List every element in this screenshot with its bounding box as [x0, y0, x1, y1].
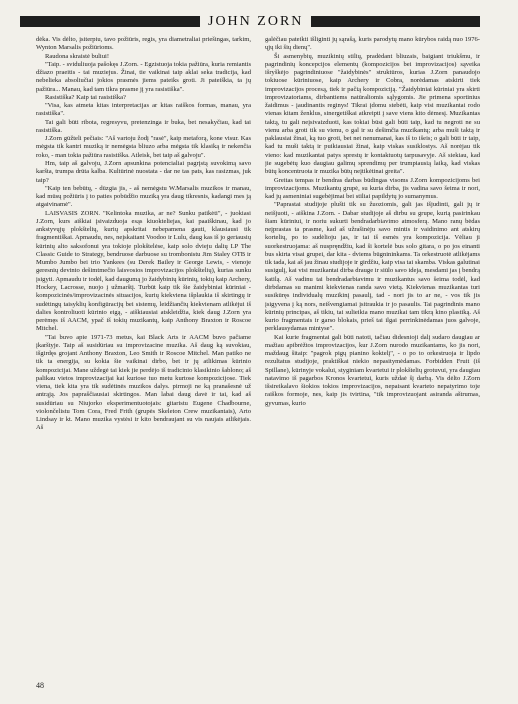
right-text-column: [265, 36, 480, 668]
paragraph: Rasistiška? Kaip tai rasistiška?: [45, 93, 126, 101]
paragraph: galėčiau pateikti išliginti jų sąrašą, kuris parodytų mano kūrybos raidą nuo 1976-ųjų iki šių dienų".: [265, 36, 480, 52]
paragraph: "Tai buvo apie 1971-73 metus, kai Black Arts ir AACM buvo pačiame įkarštyje. Taip aš susidūriau su improvizacine muzika. Aš daug ką suvokiau, išgirdęs grojant Anthony Braxton, Leo Smith ir Roscoe Mitchel. Man patiko ne tik ta energija, su kokia šie vaikinai dirbo, bet ir jų atlikimas kūrinio kompozicijai. Mane uždegė tai kiek jie perdėjo iš tradicinio klasikinio šablono; aš palikau vietos improvizacijai kai kuriose tuo metu kurtose kompozicijose. Tiek viena, tiek kita yra tik sudėtinės muzikos dalys. pirmoji ne ką pranašesnė už antrąją. Jos papraščiausiai skirtingos. Man labai daug davė ir tai, kad aš susidūriau su Niujorko eksperimentuotojais: gitaristu Eugene Chadbourne, violončelistu Tom Cora, Fred Frith (grupės Skeleton Crew muzikantais), Arto Lindsay ir kt. Mano muzika vystėsi ir kito bendraujant su vis naujais atlikėjais. Aš: [36, 333, 251, 432]
paragraph: Tai gali būti ribota, regresyvu, pretenzinga ir buka, bet nesakyčiau, kad tai rasistiška.: [36, 118, 251, 134]
paragraph: LAISVASIS ZORN. "Kelintoka muzika, ar ne? Sunku patikėti", - juokiasi J.Zorn, kurs aiškiai įsivaizduoja esąs kiuokteliejas, kai paaiškinau, kad jo ankstyvųjų plokštelių, kurių apskritai nebepamena gauti, klausiausi tik fragmentiškai. Apmaudu, nes, neįskaitant Voodoo ir Lulu, daug kas iš jo geriausių kūrinių alto saksofonui yra tokioje plokštelėse, kaip solo dvieju dalių LP The Classic Guide to Strategy, bendruose darbuose su trombonistu Jim Staley OTB ir Mumbo Jumbo bei trio Yankees (su Derek Bailey ir George Lewis, - vienoje geresnių devinto dešimtmečio laisvosios improvizacijos plokštelių), kurias sunku įsigyti. Apmaudu ir todėl, kad daugumą jo žaidybinių kūrinių, tokių kaip Archery, Hockey, Lacrosse, nuojo į užmarštį. Turbūt kaip tik šie žaidybiniai kūriniai - kompozicinės/improvizacinės situacijos, kurių kiekviena išplaukia iš skirtingų ir sudėtingų taisyklių konfigūracijų bei sistemų, leidžiančių kiekvienam atlikėjui iš dalies kontroliuoti kūrinio eigą, - aiškiausiai atskleidžia, kiek daug J.Zorn yra perėmęs iš AACM, ypač iš tokių muzikantų, kaip Anthony Braxton ir Roscoe Mitchel.: [36, 209, 251, 333]
paragraph: "Paprastai studijoje plušti tik su žuoziomis, gali jas išjudinti, gali jų ir neišjuoti, - aiškina J.Zorn. - Dabar studijoje aš dirbu su grupe, kurią pasirinkau šiam kūriniui, ir noriu sukurti bendradarbiavimo atmosferą. Mano ranų bėdas neįprastas ta prasme, kad aš užrašinėju savo mintis ir vaidinimo ant atskirų kortelių, po to sudėlioju jas, ir tai iš esmės yra kompozicija. Vėliau ji suorkestruojama: aš nuspręndžiu, kad ši kortelė bus solo gitara, o po jos einanti bus skirta visai grupei, dar kita - dviems būgnininkams. Ta orkestruotė atlikėjams tik tada, kai aš jau žinau studijoje ir girdžiu, kaip visa tai skamba. Viskas galutinai susigulį, kai visi muzikantai dirba drauge ir siūlo savo ideja, mesdami jas į bendrą katilą. Aš vadinu tai bendradarbiavimu ir muzikantus savo šeima todėl, kad dirbdamas su manimi kiekvienas randa savo vietą. Kiekvienas muzikantas turi susikūręs individualų muzikinį pasaulį, tad - nori jis to ar ne, - vos tik jis įsigyvena į ką nors, neišvengiamai įsitraukia ir jo pasaulis. Tai pagrindinis mano kūrinių principas, aš tikiu, tai sulieikia mano muzikai tam tikrą kino plastiką. Aš kurio fragmentais ir garso blokais, prieš tai ilgai perrinkinėdamas juos galvoje, perklausydamas mintyse".: [265, 201, 480, 333]
paragraph: "Taip. - sviduliuoja pašokęs J.Zorn. - Egzistuoja tokia pažiūra, kuria remiantis džiazo praeitis - tai muziejus. Žinai, tie vaikinai taip aklai seka tradicija, kad nebelieka absoliučiai jokios prasmės jiems pateiks groti. Ji pateiškia, ta jų pažiūra... Manau, kad tam tikra prasme jį yra rasistiška".: [36, 60, 251, 93]
paragraph: Greitas tempas ir bendras darbas būdingas visoms J.Zorn kompozicijoms bei improvizacijoms. Muzikantų grupė, su kuria dirba, jis vadina savo šeima ir nori, kad jų asmeniniai sugebėjimai bei stiliai papildytų jo sumanymus.: [265, 176, 480, 201]
paragraph: Kai kurie fragmentai gali būti natoti, tačiau didesnioji dalį sudaro daugiau ar mažiau apibrėžtos improvizacijos, kur J.Zorn nurodo muzikantams, ko jis nori, maždaug šitaip: "pagrok pigų pianino koktelį", - o po to orkestruoja ir lipdo rezultatus studijoje, praktiškai niekio nepasitymėdamas. Forbidden Fruit (iš Spillane), kūrinyje vokalui, styginiam kvartetui ir plokštelių grotuvui, yra daugiau natavimo iš pagarbos Kronos kvartetui, kuris uždaė šį darbą. Vis dėlto J.Zorn išsireikalavo šiokios tokios improvizacijos, nepaisant kvarteto nepatyrimo toje raiškos formoje, nes, kaip jis tvirtina, "tik improvizuojant asiranda aštrumas, gyvumas, kurio: [265, 333, 480, 407]
paragraph: dėka. Vis dėlto, įsiterpiu, tavo požiūris, regis, yra diametraliai priešingas, tarkim, Wynton Marsalis požiūrioms.: [36, 36, 251, 52]
left-text-column: [36, 36, 251, 668]
paragraph: "Visa, kas atmeta kitas interpretacijas ar kitas raiškos formas, manau, yra rasistiška".: [36, 102, 251, 118]
paragraph: "Kaip ten bebūtų, - dūzgia jis, - aš nemėgstu W.Marsalis muzikos ir manau, kad mūsų požiūris į to paties pobūdžio muziką yra daug tikresnis, kadangi mes ją atgaivinamė".: [36, 184, 251, 209]
paragraph: Ši asmenybių, muzikinių stilių, pradėdant bliuzais, baigiant triukšmu, ir pagrindinių koncepcijos elementų (kompozicijos bei improvizacijos) sąveika išryškėjo pagrindiniuose "žaidybinės" struktūros, kurias J.Zorn panaudojo tokiuose kūriniuose, kaip Archery ir Cobra, norėdamas atskirti tiek improvizacijos procesą, tiek ir pačią kompoziciją. "Žaidybiniai kūriniai yra skirti improvizatoriams, dirbantiems natūraliomis sąlygomis. Jie primena sportinius žaidimus - įaudinantis reginys! Tikrai įdomu stebėti, kaip visi muzikantai rodo vienas kitam ženklus, sinergetiškai atkreipti į save viens kito dėmesį. Muzikantas taktą, tu gali neįsivaizduoti, kas tokiai būsi gali būti taip, kad tu negroti ne su vienu arba groti tik su vienu, o gal ir su dešimčia muzikantų; arba muši taktą ir paklausiai žinai, ką tuo groti, bet net nenumanai, kas iš to išeis; o gali būti ir taip, kad tu muši taktą ir puikiausiai žinai, kaip viskas susiklostys. Aš norėjau tik vieno: kad muzikantai patys sprestų ir kontaktuotų tarpusavyje. Aš siekiau, kad jie sugebėtų kuo daugiau galimų sprendimų per trumpiausią laiką, kad viskas būtų koncentruota ir muzika būtų neįtikėtinai greita".: [265, 52, 480, 176]
page-number: 48: [36, 681, 44, 690]
paragraph: J.Zorn gūžteli pečiais: "Aš vartoju žodį "rasė", kaip metaforą, kone visur. Kas mėgsta tik kantri muziką ir nemėgsta bliuzo arba mėgsta tik klasiką ir nekenčia roko, - man tokia pažiūra rasistiška. Atleisk, bet taip aš galvoju".: [36, 135, 251, 159]
paragraph: Hm, taip aš galvoju, J.Zorn apsunkina potencialiai pagrįstą suvokimą savo karšta, trumpa drūta kalba. Kultūrinė nuostata - dar ne tas pats, kas rasizmas, juk taip?: [36, 159, 251, 184]
running-header-title: JOHN ZORN: [200, 13, 311, 30]
paragraph: Raudona skraistė buliui!: [45, 52, 110, 60]
